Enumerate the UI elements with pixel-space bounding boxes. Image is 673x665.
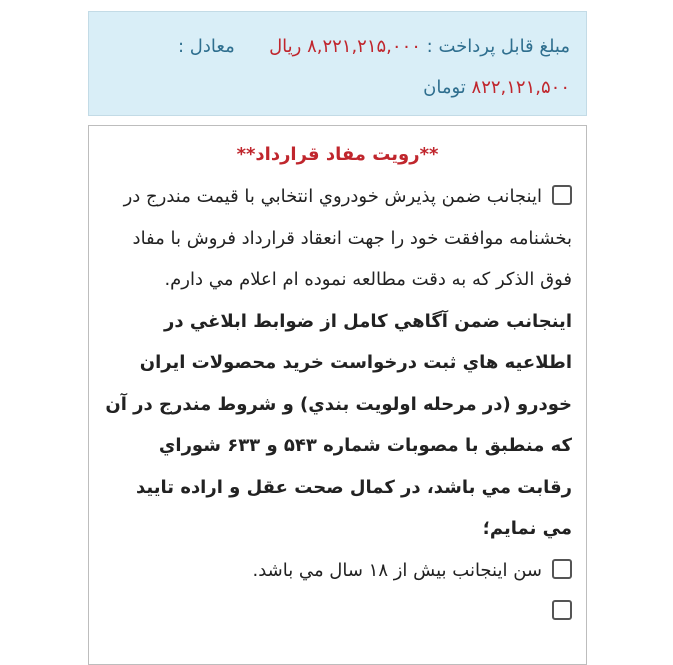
agreement-checkbox[interactable] <box>552 185 572 205</box>
agreement-item <box>103 176 572 301</box>
toman-unit: تومان <box>423 77 466 98</box>
next-checkbox[interactable] <box>552 600 572 620</box>
payment-amount-toman: ۸۲۲,۱۲۱,۵۰۰ <box>471 77 570 98</box>
age-item <box>103 550 572 592</box>
contract-title: **رويت مفاد قرارداد** <box>236 144 439 165</box>
age-text: سن اينجانب بيش از ۱۸ سال مي باشد. <box>252 559 542 581</box>
age-checkbox[interactable] <box>552 559 572 579</box>
payment-summary <box>88 11 587 116</box>
statement-text: اينجانب ضمن آگاهي كامل از ضوابط ابلاغي در اطلاعيه هاي ثبت درخواست خريد محصولات ايران خودرو (در مرحله اولويت بندي) و شروط مندرج در آن كه منطبق با مصوبات شماره ۵۴۳ و ۶۳۳ شوراي رقابت مي باشد، در كمال صحت عقل و اراده تاييد مي نمايم؛ <box>105 310 572 539</box>
rial-unit: ريال <box>269 36 302 57</box>
payment-label: مبلغ قابل پرداخت : <box>426 36 570 57</box>
equivalent-label: معادل : <box>178 36 235 57</box>
agreement-text: اينجانب ضمن پذيرش خودروي انتخابي با قيمت مندرج در بخشنامه موافقت خود را جهت انعقاد قرارداد فروش با مفاد فوق الذكر كه به دقت مطالعه نموده ام اعلام مي دارم. <box>123 186 572 290</box>
contract-panel <box>88 125 587 665</box>
payment-amount-rial: ۸,۲۲۱,۲۱۵,۰۰۰ <box>307 36 421 57</box>
next-item <box>103 591 572 633</box>
